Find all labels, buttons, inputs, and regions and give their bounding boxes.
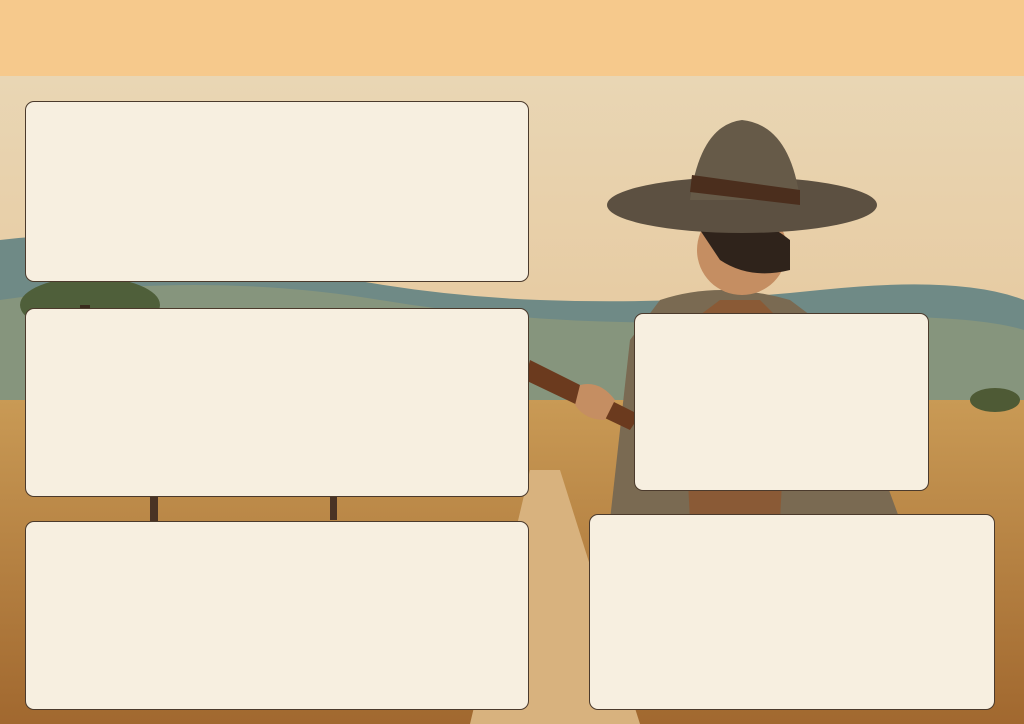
header-banner [0,0,1024,76]
verse-card-3 [25,521,529,710]
verse-card-1 [25,101,529,282]
chord-charts-card [589,514,995,710]
chord-diagrams [590,515,996,711]
page-title [0,0,1024,9]
verse-card-2 [25,308,529,497]
refrain-card [634,313,929,491]
